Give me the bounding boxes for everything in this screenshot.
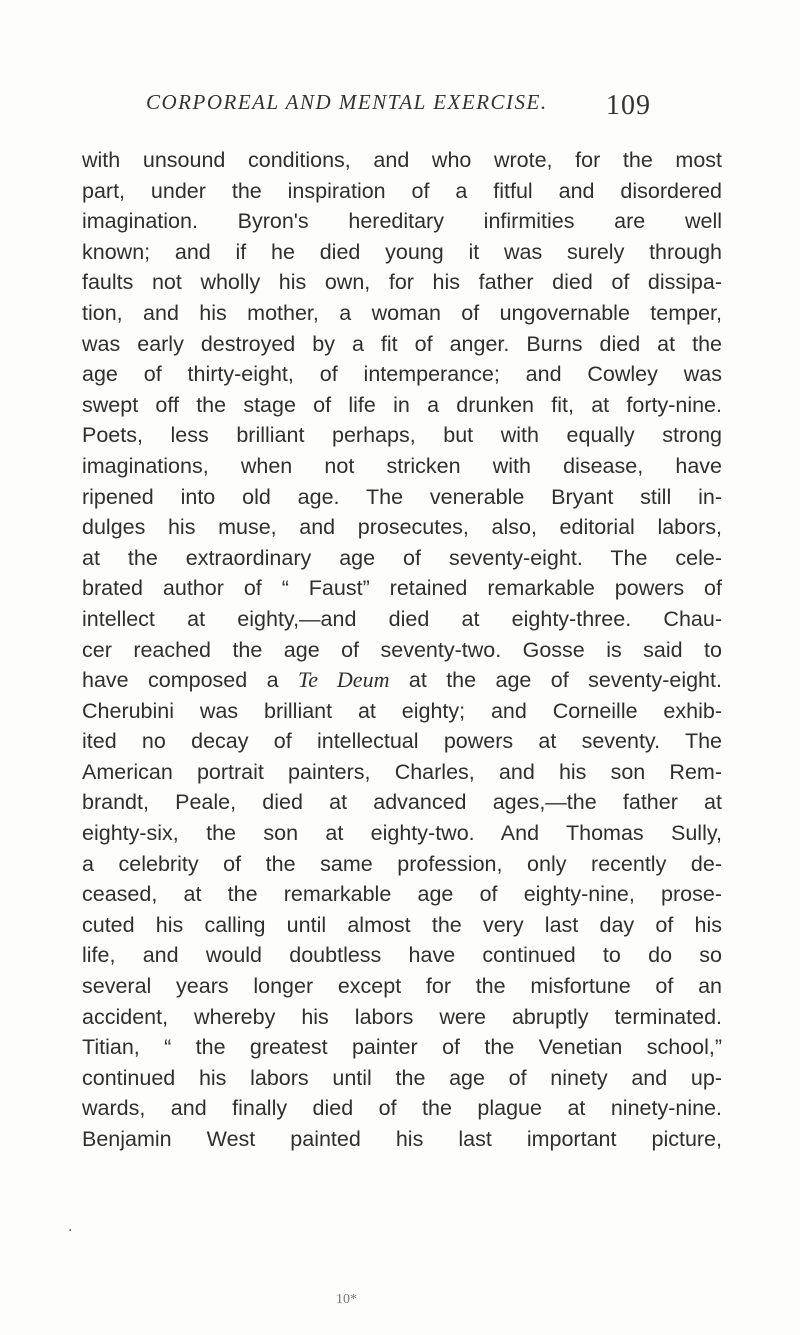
text-line: Cherubini was brilliant at eighty; and Corneille exhib-	[82, 698, 722, 723]
margin-mark: .	[68, 1219, 73, 1235]
text-line: American portrait painters, Charles, and his son Rem-	[82, 759, 722, 784]
text-line: a celebrity of the same profession, only recently de-	[82, 851, 722, 876]
text-line-with-title	[82, 665, 722, 696]
text-line: Titian, “ the greatest painter of the Venetian school,”	[82, 1035, 722, 1060]
text-line: ceased, at the remarkable age of eighty-nine, prose-	[82, 882, 722, 907]
text-line: wards, and finally died of the plague at ninety-nine.	[82, 1096, 722, 1121]
text-segment: at the age of seventy-eight.	[408, 668, 722, 693]
text-line: eighty-six, the son at eighty-two. And Thomas Sully,	[82, 821, 722, 846]
text-line: life, and would doubtless have continued to do so	[82, 943, 722, 968]
text-line: age of thirty-eight, of intemperance; and Cowley was	[82, 362, 722, 387]
running-head: CORPOREAL AND MENTAL EXERCISE.	[146, 90, 548, 114]
text-line: several years longer except for the misfortune of an	[82, 974, 722, 999]
text-line: cuted his calling until almost the very last day of his	[82, 912, 722, 937]
text-line: brandt, Peale, died at advanced ages,—the father at	[82, 790, 722, 815]
signature-mark: 10*	[336, 1292, 357, 1307]
text-line: part, under the inspiration of a fitful and disordered	[82, 178, 722, 203]
text-line: tion, and his mother, a woman of ungovernable temper,	[82, 300, 722, 325]
text-line: accident, whereby his labors were abruptly terminated.	[82, 1004, 722, 1029]
text-line: swept off the stage of life in a drunken fit, at forty-nine.	[82, 392, 722, 417]
text-line: was early destroyed by a fit of anger. Burns died at the	[82, 331, 722, 356]
page-header	[130, 84, 670, 124]
text-line: at the extraordinary age of seventy-eight. The cele-	[82, 545, 722, 570]
text-line: imaginations, when not stricken with disease, have	[82, 453, 722, 478]
body-text	[82, 145, 722, 1155]
text-segment: have composed a	[82, 668, 279, 693]
text-line: Poets, less brilliant perhaps, but with equally strong	[82, 423, 722, 448]
text-line: Benjamin West painted his last important picture,	[82, 1127, 722, 1151]
work-title-italic: Te Deum	[298, 667, 390, 693]
text-line: continued his labors until the age of ninety and up-	[82, 1065, 722, 1090]
text-line: ited no decay of intellectual powers at seventy. The	[82, 729, 722, 754]
page-number: 109	[606, 90, 651, 121]
text-line: known; and if he died young it was surely through	[82, 239, 722, 264]
text-line: with unsound conditions, and who wrote, for the most	[82, 148, 722, 172]
text-line: dulges his muse, and prosecutes, also, editorial labors,	[82, 515, 722, 540]
text-line: intellect at eighty,—and died at eighty-three. Chau-	[82, 606, 722, 631]
text-line: cer reached the age of seventy-two. Gosse is said to	[82, 637, 722, 662]
text-line: brated author of “ Faust” retained remarkable powers of	[82, 576, 722, 601]
text-line: imagination. Byron's hereditary infirmities are well	[82, 209, 722, 234]
text-line: faults not wholly his own, for his father died of dissipa-	[82, 270, 722, 295]
text-line: ripened into old age. The venerable Bryant still in-	[82, 484, 722, 509]
